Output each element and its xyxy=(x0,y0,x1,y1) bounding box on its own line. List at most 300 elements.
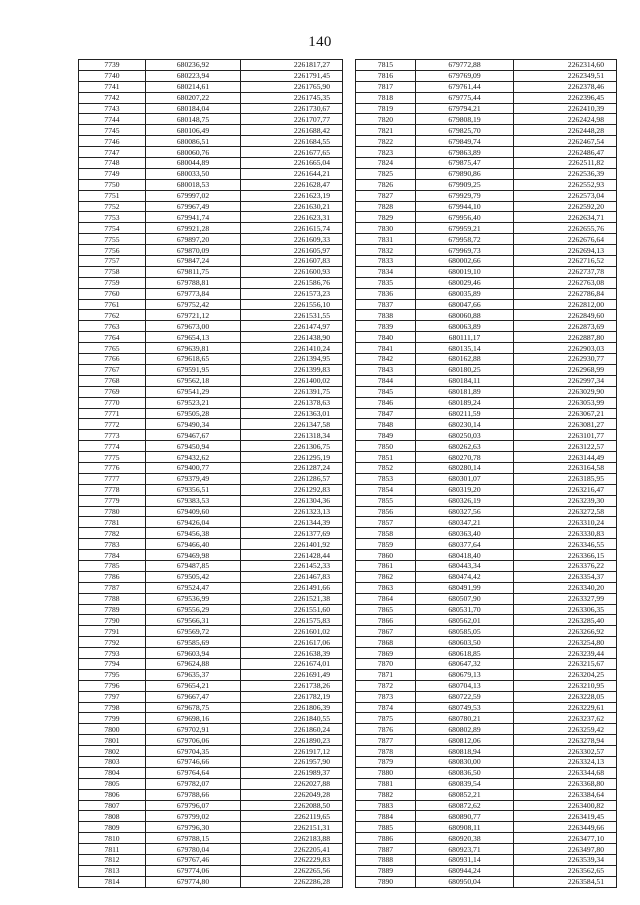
point-number: 7800 xyxy=(79,724,146,735)
x-coordinate: 679811,75 xyxy=(146,266,241,277)
y-coordinate: 2262151,31 xyxy=(241,822,343,833)
point-number: 7798 xyxy=(79,702,146,713)
x-coordinate: 680585,05 xyxy=(416,626,514,637)
y-coordinate: 2261410,24 xyxy=(241,343,343,354)
x-coordinate: 679788,15 xyxy=(146,833,241,844)
x-coordinate: 679556,29 xyxy=(146,604,241,615)
table-row xyxy=(79,168,343,179)
table-row xyxy=(356,201,617,212)
point-number: 7812 xyxy=(79,855,146,866)
x-coordinate: 680852,21 xyxy=(416,789,514,800)
table-row xyxy=(79,550,343,561)
x-coordinate: 679997,02 xyxy=(146,190,241,201)
y-coordinate: 2262997,34 xyxy=(514,375,617,386)
table-row xyxy=(79,680,343,691)
x-coordinate: 680920,38 xyxy=(416,833,514,844)
point-number: 7866 xyxy=(356,615,416,626)
y-coordinate: 2261684,55 xyxy=(241,136,343,147)
table-row xyxy=(79,299,343,310)
point-number: 7814 xyxy=(79,876,146,887)
y-coordinate: 2262716,52 xyxy=(514,256,617,267)
x-coordinate: 679764,64 xyxy=(146,767,241,778)
point-number: 7796 xyxy=(79,680,146,691)
x-coordinate: 679603,94 xyxy=(146,648,241,659)
table-row xyxy=(356,245,617,256)
table-row xyxy=(356,136,617,147)
x-coordinate: 680603,50 xyxy=(416,637,514,648)
y-coordinate: 2263216,47 xyxy=(514,484,617,495)
table-row xyxy=(356,767,617,778)
table-row xyxy=(356,179,617,190)
x-coordinate: 680250,03 xyxy=(416,430,514,441)
x-coordinate: 680327,56 xyxy=(416,506,514,517)
y-coordinate: 2261292,83 xyxy=(241,484,343,495)
point-number: 7743 xyxy=(79,103,146,114)
y-coordinate: 2261586,76 xyxy=(241,277,343,288)
table-row xyxy=(356,299,617,310)
x-coordinate: 680377,64 xyxy=(416,539,514,550)
y-coordinate: 2262786,84 xyxy=(514,288,617,299)
x-coordinate: 680086,51 xyxy=(146,136,241,147)
x-coordinate: 679356,51 xyxy=(146,484,241,495)
point-number: 7854 xyxy=(356,484,416,495)
x-coordinate: 679967,49 xyxy=(146,201,241,212)
table-row xyxy=(356,713,617,724)
y-coordinate: 2262887,80 xyxy=(514,332,617,343)
point-number: 7852 xyxy=(356,462,416,473)
table-row xyxy=(79,81,343,92)
point-number: 7858 xyxy=(356,528,416,539)
point-number: 7770 xyxy=(79,397,146,408)
y-coordinate: 2262536,39 xyxy=(514,168,617,179)
point-number: 7842 xyxy=(356,354,416,365)
y-coordinate: 2262812,00 xyxy=(514,299,617,310)
y-coordinate: 2261623,31 xyxy=(241,212,343,223)
x-coordinate: 679849,74 xyxy=(416,136,514,147)
point-number: 7745 xyxy=(79,125,146,136)
point-number: 7867 xyxy=(356,626,416,637)
table-row xyxy=(356,310,617,321)
x-coordinate: 679654,13 xyxy=(146,332,241,343)
y-coordinate: 2263239,44 xyxy=(514,648,617,659)
point-number: 7835 xyxy=(356,277,416,288)
y-coordinate: 2263185,95 xyxy=(514,473,617,484)
y-coordinate: 2261691,49 xyxy=(241,669,343,680)
table-row xyxy=(356,452,617,463)
table-row xyxy=(356,190,617,201)
table-row xyxy=(79,245,343,256)
table-row xyxy=(356,615,617,626)
x-coordinate: 679875,47 xyxy=(416,158,514,169)
table-row xyxy=(356,757,617,768)
point-number: 7781 xyxy=(79,517,146,528)
table-row xyxy=(356,560,617,571)
table-row xyxy=(356,593,617,604)
y-coordinate: 2262049,28 xyxy=(241,789,343,800)
x-coordinate: 679808,19 xyxy=(416,114,514,125)
point-number: 7873 xyxy=(356,691,416,702)
point-number: 7847 xyxy=(356,408,416,419)
table-row xyxy=(356,125,617,136)
table-row xyxy=(356,114,617,125)
point-number: 7875 xyxy=(356,713,416,724)
y-coordinate: 2261401,92 xyxy=(241,539,343,550)
x-coordinate: 680207,22 xyxy=(146,92,241,103)
y-coordinate: 2262448,28 xyxy=(514,125,617,136)
point-number: 7849 xyxy=(356,430,416,441)
y-coordinate: 2263053,99 xyxy=(514,397,617,408)
point-number: 7881 xyxy=(356,778,416,789)
table-row xyxy=(356,354,617,365)
table-row xyxy=(356,277,617,288)
table-row xyxy=(79,746,343,757)
point-number: 7886 xyxy=(356,833,416,844)
point-number: 7761 xyxy=(79,299,146,310)
table-row xyxy=(79,234,343,245)
x-coordinate: 679956,40 xyxy=(416,212,514,223)
y-coordinate: 2263229,61 xyxy=(514,702,617,713)
y-coordinate: 2261738,26 xyxy=(241,680,343,691)
y-coordinate: 2263239,30 xyxy=(514,495,617,506)
point-number: 7762 xyxy=(79,310,146,321)
table-row xyxy=(356,571,617,582)
y-coordinate: 2261344,39 xyxy=(241,517,343,528)
point-number: 7741 xyxy=(79,81,146,92)
point-number: 7808 xyxy=(79,811,146,822)
y-coordinate: 2261295,19 xyxy=(241,452,343,463)
y-coordinate: 2262424,98 xyxy=(514,114,617,125)
point-number: 7786 xyxy=(79,571,146,582)
y-coordinate: 2261765,90 xyxy=(241,81,343,92)
point-number: 7782 xyxy=(79,528,146,539)
y-coordinate: 2263254,80 xyxy=(514,637,617,648)
y-coordinate: 2261304,36 xyxy=(241,495,343,506)
table-row xyxy=(356,430,617,441)
y-coordinate: 2261601,02 xyxy=(241,626,343,637)
x-coordinate: 680443,34 xyxy=(416,560,514,571)
y-coordinate: 2262486,47 xyxy=(514,147,617,158)
point-number: 7820 xyxy=(356,114,416,125)
x-coordinate: 680301,07 xyxy=(416,473,514,484)
table-row xyxy=(356,386,617,397)
point-number: 7811 xyxy=(79,844,146,855)
point-number: 7805 xyxy=(79,778,146,789)
y-coordinate: 2263122,57 xyxy=(514,441,617,452)
table-row xyxy=(356,495,617,506)
point-number: 7739 xyxy=(79,60,146,71)
table-row xyxy=(356,844,617,855)
point-number: 7890 xyxy=(356,876,416,887)
point-number: 7776 xyxy=(79,462,146,473)
x-coordinate: 679788,66 xyxy=(146,789,241,800)
y-coordinate: 2261438,90 xyxy=(241,332,343,343)
y-coordinate: 2262410,39 xyxy=(514,103,617,114)
x-coordinate: 679909,25 xyxy=(416,179,514,190)
table-row xyxy=(356,517,617,528)
table-row xyxy=(356,168,617,179)
y-coordinate: 2261306,75 xyxy=(241,441,343,452)
table-row xyxy=(79,528,343,539)
table-row xyxy=(356,397,617,408)
point-number: 7848 xyxy=(356,419,416,430)
point-number: 7777 xyxy=(79,473,146,484)
table-row xyxy=(356,223,617,234)
y-coordinate: 2262655,76 xyxy=(514,223,617,234)
y-coordinate: 2261638,39 xyxy=(241,648,343,659)
y-coordinate: 2262573,04 xyxy=(514,190,617,201)
x-coordinate: 679490,34 xyxy=(146,419,241,430)
y-coordinate: 2261677,65 xyxy=(241,147,343,158)
point-number: 7803 xyxy=(79,757,146,768)
x-coordinate: 680531,70 xyxy=(416,604,514,615)
y-coordinate: 2261989,37 xyxy=(241,767,343,778)
y-coordinate: 2263344,68 xyxy=(514,767,617,778)
table-row xyxy=(79,92,343,103)
x-coordinate: 680184,04 xyxy=(146,103,241,114)
coordinates-table-right xyxy=(355,59,617,888)
table-row xyxy=(356,822,617,833)
table-row xyxy=(356,626,617,637)
point-number: 7864 xyxy=(356,593,416,604)
y-coordinate: 2261630,21 xyxy=(241,201,343,212)
y-coordinate: 2262378,46 xyxy=(514,81,617,92)
table-row xyxy=(79,70,343,81)
point-number: 7869 xyxy=(356,648,416,659)
y-coordinate: 2261399,83 xyxy=(241,364,343,375)
table-row xyxy=(356,266,617,277)
y-coordinate: 2263400,82 xyxy=(514,800,617,811)
x-coordinate: 679959,21 xyxy=(416,223,514,234)
point-number: 7788 xyxy=(79,593,146,604)
y-coordinate: 2263285,40 xyxy=(514,615,617,626)
x-coordinate: 680189,24 xyxy=(416,397,514,408)
y-coordinate: 2263228,05 xyxy=(514,691,617,702)
point-number: 7857 xyxy=(356,517,416,528)
x-coordinate: 679929,79 xyxy=(416,190,514,201)
y-coordinate: 2262849,60 xyxy=(514,310,617,321)
table-row xyxy=(79,648,343,659)
point-number: 7827 xyxy=(356,190,416,201)
x-coordinate: 680063,89 xyxy=(416,321,514,332)
x-coordinate: 679958,72 xyxy=(416,234,514,245)
y-coordinate: 2261644,21 xyxy=(241,168,343,179)
point-number: 7832 xyxy=(356,245,416,256)
x-coordinate: 680618,85 xyxy=(416,648,514,659)
table-row xyxy=(356,103,617,114)
point-number: 7751 xyxy=(79,190,146,201)
x-coordinate: 680802,89 xyxy=(416,724,514,735)
y-coordinate: 2263327,99 xyxy=(514,593,617,604)
y-coordinate: 2263278,94 xyxy=(514,735,617,746)
y-coordinate: 2261428,44 xyxy=(241,550,343,561)
y-coordinate: 2261347,58 xyxy=(241,419,343,430)
x-coordinate: 680923,71 xyxy=(416,844,514,855)
x-coordinate: 679721,12 xyxy=(146,310,241,321)
x-coordinate: 680818,94 xyxy=(416,746,514,757)
y-coordinate: 2261917,12 xyxy=(241,746,343,757)
point-number: 7815 xyxy=(356,60,416,71)
y-coordinate: 2263081,27 xyxy=(514,419,617,430)
point-number: 7740 xyxy=(79,70,146,81)
x-coordinate: 679921,28 xyxy=(146,223,241,234)
point-number: 7754 xyxy=(79,223,146,234)
point-number: 7826 xyxy=(356,179,416,190)
table-row xyxy=(356,833,617,844)
table-row xyxy=(356,855,617,866)
point-number: 7879 xyxy=(356,757,416,768)
x-coordinate: 679523,21 xyxy=(146,397,241,408)
x-coordinate: 680018,53 xyxy=(146,179,241,190)
x-coordinate: 679569,72 xyxy=(146,626,241,637)
point-number: 7765 xyxy=(79,343,146,354)
point-number: 7752 xyxy=(79,201,146,212)
point-number: 7763 xyxy=(79,321,146,332)
table-row xyxy=(79,266,343,277)
y-coordinate: 2263101,77 xyxy=(514,430,617,441)
point-number: 7853 xyxy=(356,473,416,484)
x-coordinate: 679678,75 xyxy=(146,702,241,713)
x-coordinate: 679944,10 xyxy=(416,201,514,212)
table-row xyxy=(79,833,343,844)
table-row xyxy=(79,408,343,419)
point-number: 7769 xyxy=(79,386,146,397)
table-row xyxy=(356,343,617,354)
table-row xyxy=(79,778,343,789)
x-coordinate: 679863,89 xyxy=(416,147,514,158)
point-number: 7778 xyxy=(79,484,146,495)
y-coordinate: 2262119,65 xyxy=(241,811,343,822)
point-number: 7824 xyxy=(356,158,416,169)
x-coordinate: 679788,81 xyxy=(146,277,241,288)
x-coordinate: 679847,24 xyxy=(146,256,241,267)
table-row xyxy=(79,277,343,288)
x-coordinate: 679566,31 xyxy=(146,615,241,626)
y-coordinate: 2261957,90 xyxy=(241,757,343,768)
point-number: 7749 xyxy=(79,168,146,179)
y-coordinate: 2261806,39 xyxy=(241,702,343,713)
x-coordinate: 680319,20 xyxy=(416,484,514,495)
table-row xyxy=(356,506,617,517)
table-row xyxy=(79,158,343,169)
y-coordinate: 2263384,64 xyxy=(514,789,617,800)
x-coordinate: 680060,76 xyxy=(146,147,241,158)
y-coordinate: 2261623,19 xyxy=(241,190,343,201)
point-number: 7742 xyxy=(79,92,146,103)
y-coordinate: 2261730,67 xyxy=(241,103,343,114)
table-row xyxy=(79,593,343,604)
table-row xyxy=(356,81,617,92)
table-row xyxy=(79,364,343,375)
point-number: 7839 xyxy=(356,321,416,332)
table-row xyxy=(356,746,617,757)
table-row xyxy=(79,876,343,887)
table-row xyxy=(79,713,343,724)
point-number: 7822 xyxy=(356,136,416,147)
y-coordinate: 2262396,45 xyxy=(514,92,617,103)
point-number: 7871 xyxy=(356,669,416,680)
table-row xyxy=(356,604,617,615)
y-coordinate: 2262737,78 xyxy=(514,266,617,277)
x-coordinate: 680230,14 xyxy=(416,419,514,430)
x-coordinate: 679635,37 xyxy=(146,669,241,680)
x-coordinate: 680047,66 xyxy=(416,299,514,310)
table-row xyxy=(356,60,617,71)
point-number: 7851 xyxy=(356,452,416,463)
x-coordinate: 680418,40 xyxy=(416,550,514,561)
x-coordinate: 679585,69 xyxy=(146,637,241,648)
table-row xyxy=(79,865,343,876)
y-coordinate: 2261551,60 xyxy=(241,604,343,615)
point-number: 7843 xyxy=(356,364,416,375)
table-row xyxy=(79,615,343,626)
y-coordinate: 2262349,51 xyxy=(514,70,617,81)
table-row xyxy=(79,103,343,114)
x-coordinate: 679870,09 xyxy=(146,245,241,256)
table-row xyxy=(79,495,343,506)
table-row xyxy=(79,114,343,125)
x-coordinate: 679780,04 xyxy=(146,844,241,855)
x-coordinate: 680491,99 xyxy=(416,582,514,593)
x-coordinate: 679466,40 xyxy=(146,539,241,550)
point-number: 7806 xyxy=(79,789,146,800)
table-row xyxy=(356,364,617,375)
table-row xyxy=(356,321,617,332)
y-coordinate: 2263215,67 xyxy=(514,658,617,669)
point-number: 7878 xyxy=(356,746,416,757)
table-row xyxy=(79,724,343,735)
point-number: 7817 xyxy=(356,81,416,92)
point-number: 7885 xyxy=(356,822,416,833)
point-number: 7774 xyxy=(79,441,146,452)
y-coordinate: 2263029,90 xyxy=(514,386,617,397)
x-coordinate: 679456,38 xyxy=(146,528,241,539)
x-coordinate: 680507,90 xyxy=(416,593,514,604)
point-number: 7753 xyxy=(79,212,146,223)
table-row xyxy=(356,865,617,876)
y-coordinate: 2263204,25 xyxy=(514,669,617,680)
table-row xyxy=(79,702,343,713)
y-coordinate: 2262694,13 xyxy=(514,245,617,256)
x-coordinate: 679487,85 xyxy=(146,560,241,571)
table-row xyxy=(79,332,343,343)
table-row xyxy=(79,212,343,223)
table-row xyxy=(79,190,343,201)
x-coordinate: 680270,78 xyxy=(416,452,514,463)
table-row xyxy=(356,539,617,550)
x-coordinate: 680111,17 xyxy=(416,332,514,343)
point-number: 7789 xyxy=(79,604,146,615)
table-row xyxy=(79,844,343,855)
point-number: 7860 xyxy=(356,550,416,561)
y-coordinate: 2261674,01 xyxy=(241,658,343,669)
x-coordinate: 680060,88 xyxy=(416,310,514,321)
table-row xyxy=(79,125,343,136)
table-row xyxy=(356,778,617,789)
y-coordinate: 2263164,58 xyxy=(514,462,617,473)
y-coordinate: 2263210,95 xyxy=(514,680,617,691)
point-number: 7845 xyxy=(356,386,416,397)
point-number: 7818 xyxy=(356,92,416,103)
y-coordinate: 2261318,34 xyxy=(241,430,343,441)
table-row xyxy=(79,288,343,299)
y-coordinate: 2263266,92 xyxy=(514,626,617,637)
table-row xyxy=(356,462,617,473)
table-row xyxy=(79,637,343,648)
y-coordinate: 2261467,83 xyxy=(241,571,343,582)
point-number: 7801 xyxy=(79,735,146,746)
x-coordinate: 680944,24 xyxy=(416,865,514,876)
x-coordinate: 679562,18 xyxy=(146,375,241,386)
